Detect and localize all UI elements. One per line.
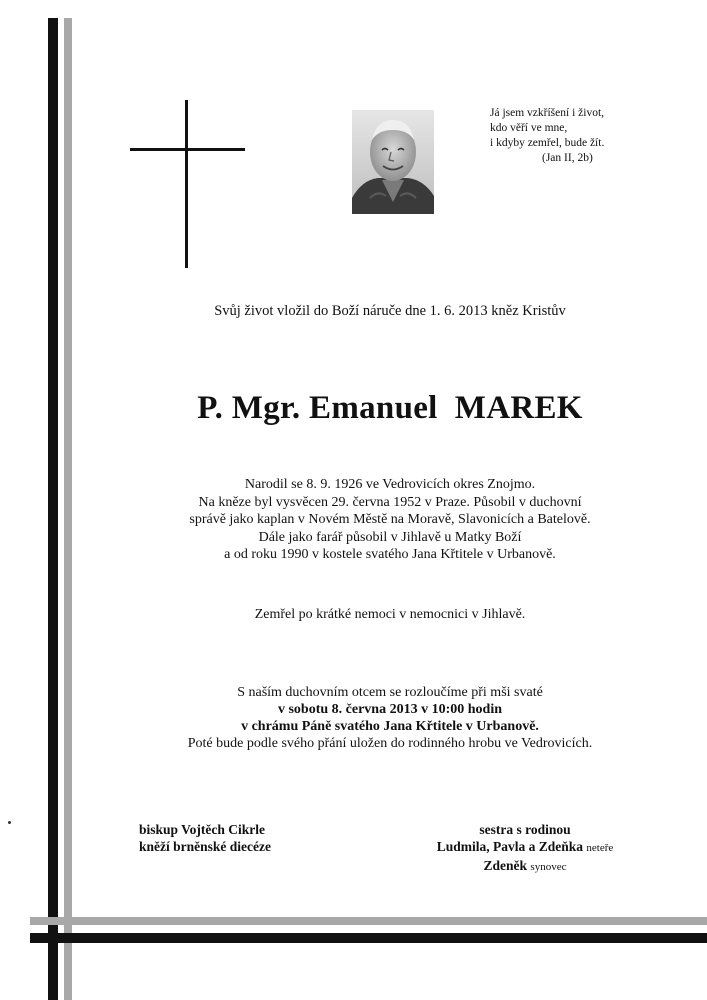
quote-line: kdo věří ve mne, <box>490 122 568 134</box>
intro-text: Svůj život vložil do Boží náruče dne 1. 6. 2013 kněz Kristův <box>214 303 566 319</box>
funeral-info <box>90 684 690 752</box>
scan-speck <box>8 821 11 824</box>
border-bar-black-vertical <box>48 18 58 1000</box>
funeral-place: v chrámu Páně svatého Jana Křtitele v Urbanově. <box>241 719 539 734</box>
quote-line: i kdyby zemřel, bude žít. <box>490 137 605 149</box>
cross-vertical-beam <box>185 100 188 268</box>
bio-line: a od roku 1990 v kostele svatého Jana Křtitele v Urbanově. <box>224 547 556 562</box>
biography <box>90 476 690 564</box>
bible-quote <box>490 106 690 166</box>
death-note: Zemřel po krátké nemoci v nemocnici v Jihlavě. <box>254 607 526 622</box>
nieces-names: Ludmila, Pavla a Zdeňka <box>436 839 584 854</box>
signature-nieces <box>410 838 640 857</box>
signature-line: biskup Vojtěch Cikrle <box>139 822 266 837</box>
portrait-photo <box>352 110 434 214</box>
cross-horizontal-beam <box>130 148 245 151</box>
bio-line: Na kněze byl vysvěcen 29. června 1952 v Praze. Působil v duchovní <box>198 494 582 510</box>
border-bar-gray-horizontal <box>30 917 707 925</box>
bio-line: Dále jako farář působil v Jihlavě u Matky Boží <box>258 529 522 545</box>
signature-right <box>410 821 640 876</box>
signature-nephew <box>410 857 640 876</box>
signature-family: sestra s rodinou <box>479 822 571 837</box>
nephew-role: synovec <box>530 861 567 873</box>
signature-line: kněží brněnské diecéze <box>139 839 271 854</box>
funeral-line: S naším duchovním otcem se rozloučíme při mši svaté <box>237 685 543 700</box>
signature-left <box>139 821 271 855</box>
nieces-role: neteře <box>586 842 614 854</box>
deceased-name: P. Mgr. Emanuel MAREK <box>197 390 583 426</box>
border-bar-black-horizontal <box>30 933 707 943</box>
bio-line: Narodil se 8. 9. 1926 ve Vedrovicích okres Znojmo. <box>244 477 536 492</box>
nephew-name: Zdeněk <box>483 858 528 873</box>
border-bar-gray-vertical <box>64 18 72 1000</box>
funeral-line: Poté bude podle svého přání uložen do rodinného hrobu ve Vedrovicích. <box>187 736 593 751</box>
funeral-date: v sobotu 8. června 2013 v 10:00 hodin <box>277 702 503 717</box>
portrait-photo-graphic <box>352 110 434 214</box>
quote-line: Já jsem vzkříšení i život, <box>490 107 605 119</box>
bio-line: správě jako kaplan v Novém Městě na Moravě, Slavonicích a Batelově. <box>189 512 591 527</box>
quote-reference: (Jan II, 2b) <box>542 152 593 164</box>
